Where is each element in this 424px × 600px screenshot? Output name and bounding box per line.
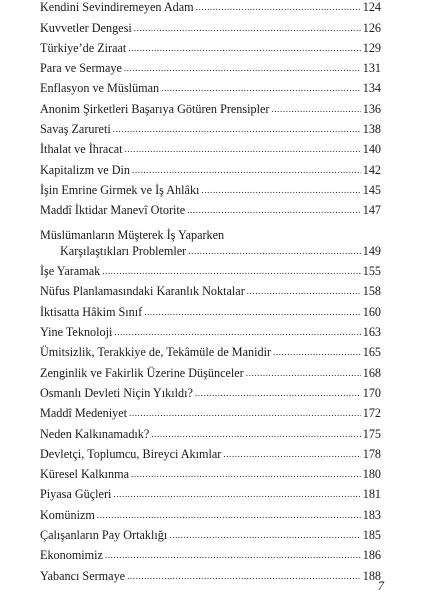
dot-leader <box>128 43 360 55</box>
toc-entry-page: 138 <box>362 122 381 137</box>
toc-entry <box>40 139 381 159</box>
dot-leader <box>223 449 360 461</box>
toc-entry-page: 186 <box>362 548 381 563</box>
dot-leader <box>187 205 361 217</box>
toc-entry <box>40 58 381 78</box>
toc-entry <box>40 119 381 139</box>
toc-entry-title: İşin Emrine Girmek ve İş Ahlâkı <box>40 182 200 197</box>
toc-entry-page: 163 <box>362 325 381 340</box>
toc-entry <box>40 342 381 362</box>
dot-leader <box>124 63 361 75</box>
toc-entry-title: Maddî Medeniyet <box>40 406 127 421</box>
toc-entry-page: 124 <box>362 0 381 15</box>
toc-entry-page: 178 <box>362 446 381 461</box>
toc-entry <box>40 38 381 58</box>
dot-leader <box>271 104 360 116</box>
toc-entry <box>40 565 381 585</box>
toc-entry <box>40 17 381 37</box>
table-of-contents <box>40 0 381 586</box>
toc-entry-page: 183 <box>362 507 381 522</box>
toc-entry <box>40 180 381 200</box>
toc-entry-page: 185 <box>362 528 381 543</box>
toc-entry-page: 158 <box>362 284 381 299</box>
toc-entry-title: İktisatta Hâkim Sınıf <box>40 304 143 319</box>
dot-leader <box>196 2 361 14</box>
toc-entry <box>40 403 381 423</box>
dot-leader <box>113 124 361 136</box>
toc-entry <box>40 322 381 342</box>
page-number: 7 <box>377 579 384 593</box>
dot-leader <box>125 144 361 156</box>
toc-entry-page: 165 <box>362 345 381 360</box>
toc-entry <box>40 525 381 545</box>
toc-entry-title: Osmanlı Devleti Niçin Yıkıldı? <box>40 385 193 400</box>
toc-entry-title: Para ve Sermaye <box>40 61 122 76</box>
toc-entry <box>40 159 381 179</box>
toc-entry-page: 188 <box>362 568 381 583</box>
toc-entry-title: İşe Yaramak <box>40 264 101 279</box>
toc-entry-title: Enflasyon ve Müslüman <box>40 81 160 96</box>
toc-entry-title: İthalat ve İhracat <box>40 142 123 157</box>
toc-entry-page: 170 <box>362 385 381 400</box>
toc-entry-page: 160 <box>362 304 381 319</box>
toc-entry <box>40 281 381 301</box>
dot-leader <box>127 571 361 583</box>
toc-entry <box>40 464 381 484</box>
dot-leader <box>105 550 361 562</box>
dot-leader <box>134 23 361 35</box>
toc-entry-title: Kendini Sevindiremeyen Adam <box>40 0 194 15</box>
toc-entry-title: Çalışanların Pay Ortaklığı <box>40 528 168 543</box>
dot-leader <box>161 83 361 95</box>
toc-entry-page: 142 <box>362 162 381 177</box>
toc-entry-page: 168 <box>362 365 381 380</box>
toc-entry-title: Nüfus Planlamasındaki Karanlık Noktalar <box>40 284 245 299</box>
dot-leader <box>195 388 361 400</box>
toc-entry-title: Müslümanların Müşterek İş Yaparken <box>40 227 225 242</box>
dot-leader <box>132 165 361 177</box>
toc-entry <box>40 261 381 281</box>
toc-entry <box>40 423 381 443</box>
dot-leader <box>114 327 360 339</box>
dot-leader <box>129 408 361 420</box>
toc-entry-page: 149 <box>362 243 381 258</box>
toc-entry <box>40 98 381 118</box>
toc-entry-page: 180 <box>362 467 381 482</box>
toc-entry-page: 134 <box>362 81 381 96</box>
dot-leader <box>151 429 360 441</box>
toc-entry-page: 129 <box>362 40 381 55</box>
toc-entry-title: Komünizm <box>40 507 95 522</box>
toc-entry <box>40 220 381 261</box>
dot-leader <box>201 185 360 197</box>
toc-entry-page: 131 <box>362 61 381 76</box>
dot-leader <box>246 368 361 380</box>
toc-entry-title: Kapitalizm ve Din <box>40 162 131 177</box>
toc-entry-title: Piyasa Güçleri <box>40 487 112 502</box>
toc-entry-page: 181 <box>362 487 381 502</box>
toc-entry-title: Kuvvetler Dengesi <box>40 20 132 35</box>
toc-entry-title: Devletçi, Toplumcu, Bireyci Akımlar <box>40 446 222 461</box>
dot-leader <box>169 530 360 542</box>
toc-entry-title: Zenginlik ve Fakirlik Üzerine Düşünceler <box>40 365 244 380</box>
toc-entry-title: Yine Teknoloji <box>40 325 113 340</box>
toc-entry <box>40 0 381 17</box>
toc-entry-title: Savaş Zarureti <box>40 122 111 137</box>
toc-entry-page: 136 <box>362 101 381 116</box>
toc-entry <box>40 383 381 403</box>
toc-entry <box>40 444 381 464</box>
dot-leader <box>273 347 361 359</box>
toc-entry-page: 175 <box>362 426 381 441</box>
toc-entry-page: 126 <box>362 20 381 35</box>
toc-entry <box>40 545 381 565</box>
toc-entry-title: Maddî İktidar Manevî Otorite <box>40 203 186 218</box>
toc-entry-title: Neden Kalkınamadık? <box>40 426 150 441</box>
dot-leader <box>247 286 361 298</box>
dot-leader <box>113 489 360 501</box>
toc-entry-title: Yabancı Sermaye <box>40 568 126 583</box>
toc-entry-page: 140 <box>362 142 381 157</box>
toc-entry <box>40 362 381 382</box>
toc-entry-title-continued: Karşılaştıkları Problemler <box>60 243 187 258</box>
toc-entry-title: Küresel Kalkınma <box>40 467 130 482</box>
toc-entry-page: 155 <box>362 264 381 279</box>
dot-leader <box>188 246 360 258</box>
toc-entry <box>40 484 381 504</box>
toc-entry <box>40 78 381 98</box>
toc-entry-title: Türkiye’de Ziraat <box>40 40 127 55</box>
toc-entry <box>40 200 381 220</box>
toc-entry-title: Ekonomimiz <box>40 548 103 563</box>
toc-entry-page: 145 <box>362 182 381 197</box>
toc-entry-page: 147 <box>362 203 381 218</box>
dot-leader <box>131 469 361 481</box>
dot-leader <box>102 266 360 278</box>
dot-leader <box>97 510 361 522</box>
toc-entry <box>40 301 381 321</box>
toc-entry-title: Ümitsizlik, Terakkiye de, Tekâmüle de Manidir <box>40 345 272 360</box>
dot-leader <box>144 307 360 319</box>
toc-entry-page: 172 <box>362 406 381 421</box>
toc-entry <box>40 504 381 524</box>
toc-entry-title: Anonim Şirketleri Başarıya Götüren Prensipler <box>40 101 270 116</box>
